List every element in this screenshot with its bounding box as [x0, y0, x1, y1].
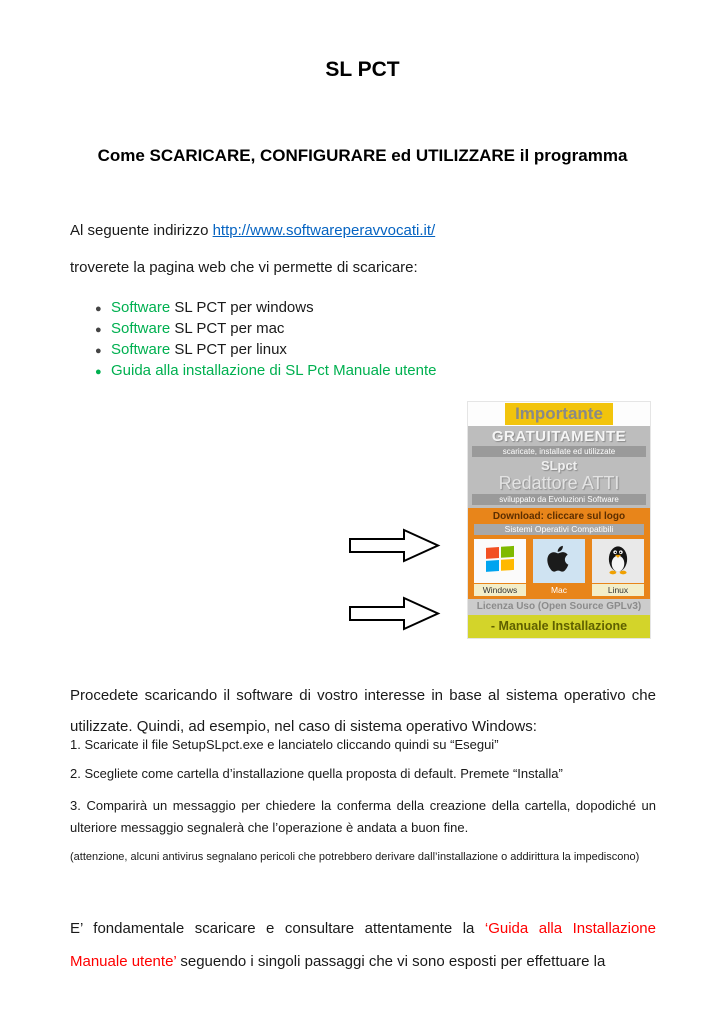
tagline-label: scaricate, installate ed utilizzate	[472, 446, 646, 457]
bullet-green-text: Software	[111, 299, 171, 316]
intro-paragraph	[70, 222, 656, 239]
linux-download-logo[interactable]	[592, 539, 644, 583]
bullet-green-text: Software	[111, 341, 171, 358]
list-item-windows	[70, 299, 630, 320]
os-label-windows: Windows	[474, 584, 526, 596]
os-label-mac: Mac	[550, 585, 568, 595]
page-subtitle: Come SCARICARE, CONFIGURARE ed UTILIZZARE il programma	[97, 146, 628, 165]
compat-label: Sistemi Operativi Compatibili	[474, 524, 644, 535]
apple-logo-icon	[546, 544, 572, 579]
windows-logo-icon	[484, 544, 516, 579]
right-arrow-icon	[348, 527, 441, 564]
download-options-list	[70, 299, 630, 383]
promo-orange-panel	[468, 508, 650, 599]
bullet-icon: ●	[95, 366, 102, 378]
gratuitamente-label: GRATUITAMENTE	[491, 428, 627, 445]
mac-download-logo[interactable]	[533, 539, 585, 583]
importante-label: Importante	[505, 403, 613, 425]
intro-text: Al seguente indirizzo	[70, 222, 213, 239]
developer-credit: sviluppato da Evoluzioni Software	[472, 494, 646, 505]
step-3: 3. Comparirà un messaggio per chiedere la conferma della creazione della cartella, dopodiché un ulteriore messaggio segnalerà che l’operazione è andata a buon fine.	[70, 798, 656, 835]
manual-installation-link[interactable]: - Manuale Installazione	[468, 615, 650, 638]
bullet-icon: ●	[95, 303, 102, 315]
product-name: SLpct	[540, 458, 578, 473]
download-instruction: Download: cliccare sul logo	[492, 511, 626, 522]
tux-penguin-icon	[604, 543, 632, 580]
bullet-rest-text: SL PCT per linux	[170, 341, 287, 358]
promo-banner	[468, 402, 650, 638]
final-text-pre: E’ fondamentale scaricare e consultare attentamente la	[70, 920, 485, 937]
procedete-paragraph: Procedete scaricando il software di vostro interesse in base al sistema operativo che utilizzate. Quindi, ad esempio, nel caso di sistema operativo Windows:	[70, 687, 656, 735]
bullet-rest-text: SL PCT per mac	[170, 320, 285, 337]
os-logos-row	[468, 536, 650, 584]
final-text-post: seguendo i singoli passaggi che vi sono esposti per effettuare la	[176, 953, 606, 970]
bullet-icon: ●	[95, 345, 102, 357]
right-arrow-icon	[348, 595, 441, 632]
importante-row	[468, 402, 650, 426]
final-paragraph	[70, 912, 656, 978]
product-subtitle: Redattore ATTI	[498, 473, 620, 493]
step-2: 2. Scegliete come cartella d’installazione quella proposta di default. Premete “Installa”	[70, 766, 563, 781]
os-labels-row	[468, 584, 650, 599]
bullet-icon: ●	[95, 324, 102, 336]
website-link[interactable]: http://www.softwareperavvocati.it/	[212, 222, 436, 239]
step-1: 1. Scaricate il file SetupSLpct.exe e lanciatelo cliccando quindi su “Esegui”	[70, 737, 499, 752]
license-label: Licenza Uso (Open Source GPLv3)	[468, 599, 650, 615]
windows-download-logo[interactable]	[474, 539, 526, 583]
antivirus-warning: (attenzione, alcuni antivirus segnalano pericoli che potrebbero derivare dall’installazione o addirittura la impediscono)	[70, 851, 640, 863]
bullet-green-text: Guida alla installazione di SL Pct Manuale utente	[111, 362, 437, 379]
final-text-red: ‘Guida alla Installazione Manuale utente’	[70, 920, 656, 970]
promo-gray-panel	[468, 426, 650, 508]
intro-line-2: troverete la pagina web che vi permette di scaricare:	[70, 259, 418, 276]
os-label-linux: Linux	[592, 584, 644, 596]
page-title: SL PCT	[325, 58, 400, 81]
list-item-guida	[70, 362, 630, 383]
list-item-linux	[70, 341, 630, 362]
bullet-rest-text: SL PCT per windows	[170, 299, 314, 316]
list-item-mac	[70, 320, 630, 341]
bullet-green-text: Software	[111, 320, 171, 337]
